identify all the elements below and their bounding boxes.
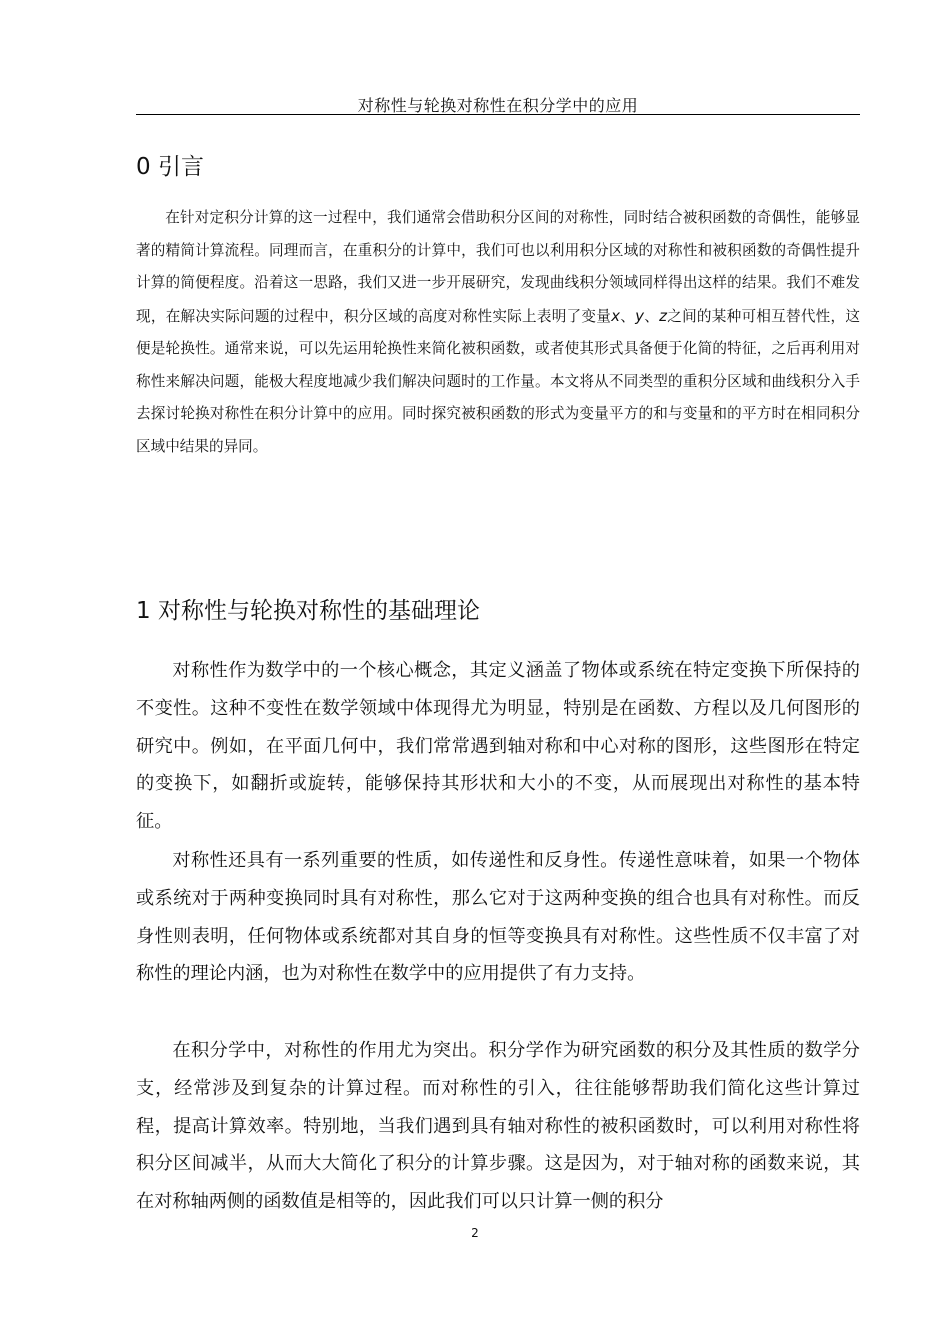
introduction-paragraph [136, 202, 860, 463]
section-heading-introduction: 0 引言 [136, 154, 204, 180]
separator: 、 [619, 307, 636, 325]
page-number: 2 [471, 1226, 479, 1240]
body-paragraph: 对称性作为数学中的一个核心概念，其定义涵盖了物体或系统在特定变换下所保持的不变性。这种不变性在数学领域中体现得尤为明显，特别是在函数、方程以及几何图形的研究中。例如，在平面几何中，我们常常遇到轴对称和中心对称的图形，这些图形在特定的变换下，如翻折或旋转，能够保持其形状和大小的不变，从而展现出对称性的基本特征。 [136, 660, 860, 833]
variable-z: z [659, 306, 667, 325]
variable-y: y [635, 306, 644, 325]
section-heading-theory: 1 对称性与轮换对称性的基础理论 [136, 598, 480, 624]
body-paragraph: 在积分学中，对称性的作用尤为突出。积分学作为研究函数的积分及其性质的数学分支，经常涉及到复杂的计算过程。而对称性的引入，往往能够帮助我们简化这些计算过程，提高计算效率。特别地，当我们遇到具有轴对称性的被积函数时，可以利用对称性将积分区间减半，从而大大简化了积分的计算步骤。这是因为，对于轴对称的函数来说，其在对称轴两侧的函数值是相等的，因此我们可以只计算一侧的积分 [136, 1040, 860, 1213]
header-rule [136, 114, 860, 115]
running-header-title: 对称性与轮换对称性在积分学中的应用 [357, 96, 639, 115]
variable-x: x [611, 306, 620, 325]
intro-text-part1: 在针对定积分计算的这一过程中，我们通常会借助积分区间的对称性，同时结合被积函数的奇偶性，能够显著的精简计算流程。同理而言，在重积分的计算中，我们可也以利用积分区域的对称性和被积函数的奇偶性提升计算的简便程度。沿着这一思路，我们又进一步开展研究，发现曲线积分领域同样得出这样的结果。我们不难发现，在解决实际问题的过程中，积分区域的高度对称性实际上表明了变量 [136, 209, 860, 325]
body-paragraph: 对称性还具有一系列重要的性质，如传递性和反身性。传递性意味着，如果一个物体或系统对于两种变换同时具有对称性，那么它对于这两种变换的组合也具有对称性。而反身性则表明，任何物体或系统都对其自身的恒等变换具有对称性。这些性质不仅丰富了对称性的理论内涵，也为对称性在数学中的应用提供了有力支持。 [136, 850, 860, 985]
separator: 、 [643, 307, 660, 325]
intro-text-part2: 之间的某种可相互替代性，这便是轮换性。通常来说，可以先运用轮换性来简化被积函数，或者使其形式具备便于化简的特征，之后再利用对称性来解决问题，能极大程度地减少我们解决问题时的工作量。本文将从不同类型的重积分区域和曲线积分入手去探讨轮换对称性在积分计算中的应用。同时探究被积函数的形式为变量平方的和与变量和的平方时在相同积分区域中结果的异同。 [136, 307, 860, 455]
